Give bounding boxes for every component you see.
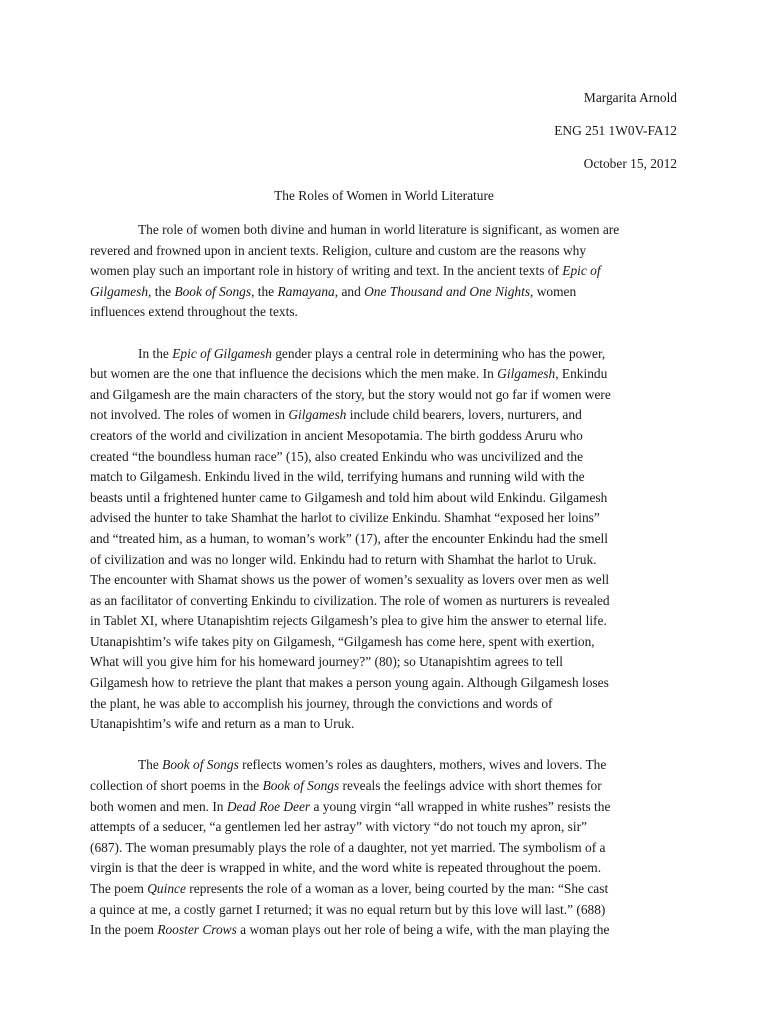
text-line: match to Gilgamesh. Enkindu lived in the wild, terrifying humans and running wild with the xyxy=(90,469,585,485)
author-name: Margarita Arnold xyxy=(583,90,677,105)
text-line: and Gilgamesh are the main characters of the story, but the story would not go far if women were xyxy=(90,386,611,402)
text-line: and “treated him, as a human, to woman’s work” (17), after the encounter Enkindu had the smell xyxy=(90,530,608,546)
text-line: In the Epic of Gilgamesh gender plays a central role in determining who has the power, xyxy=(138,345,606,361)
paragraph-2 xyxy=(90,344,678,735)
text-line: The role of women both divine and human in world literature is significant, as women are xyxy=(138,222,620,237)
text-line: Utanapishtim’s wife and return as a man to Uruk. xyxy=(90,716,355,732)
text-line: as an facilitator of converting Enkindu to civilization. The role of women as nurturers is revealed xyxy=(90,592,610,608)
text-line: The poem Quince represents the role of a woman as a lover, being courted by the man: “She cast xyxy=(90,881,609,896)
text-line: The Book of Songs reflects women’s roles as daughters, mothers, wives and lovers. The xyxy=(138,757,607,773)
text-line: women play such an important role in history of writing and text. In the ancient texts of Epic of xyxy=(90,263,601,279)
text-line: but women are the one that influence the decisions which the men make. In Gilgamesh, Enkindu xyxy=(90,366,608,382)
text-line: both women and men. In Dead Roe Deer a young virgin “all wrapped in white rushes” resists the xyxy=(90,798,611,814)
text-line: not involved. The roles of women in Gilgamesh include child bearers, lovers, nurturers, and xyxy=(90,407,582,423)
text-line: created “the boundless human race” (15), also created Enkindu who was uncivilized and the xyxy=(90,448,584,464)
text-line: a quince at me, a costly garnet I returned; it was no equal return but by this love will last.” (688) xyxy=(90,901,606,917)
paragraph-3 xyxy=(90,755,678,940)
text-line: the plant, he was able to accomplish his journey, through the convictions and words of xyxy=(90,695,553,711)
text-line: collection of short poems in the Book of Songs reveals the feelings advice with short themes for xyxy=(90,778,602,794)
course-code: ENG 251 1W0V-FA12 xyxy=(554,123,677,138)
text-line: revered and frowned upon in ancient texts. Religion, culture and custom are the reasons why xyxy=(90,242,587,258)
text-line: of civilization and was no longer wild. Enkindu had to return with Shamhat the harlot to Uruk. xyxy=(90,551,597,567)
text-line: attempts of a seducer, “a gentlemen led her astray” with victory “do not touch my apron, sir” xyxy=(90,819,587,835)
text-line: (687). The woman presumably plays the role of a daughter, not yet married. The symbolism of a xyxy=(90,839,606,855)
document-body xyxy=(90,220,678,961)
text-line: advised the hunter to take Shamhat the harlot to civilize Enkindu. Shamhat “exposed her loins” xyxy=(90,510,600,526)
document-title: The Roles of Women in World Literature xyxy=(274,188,494,203)
text-line: Gilgamesh how to retrieve the plant that makes a person young again. Although Gilgamesh loses xyxy=(90,675,609,691)
document-date: October 15, 2012 xyxy=(583,156,677,171)
text-line: creators of the world and civilization in ancient Mesopotamia. The birth goddess Aruru who xyxy=(90,427,583,443)
text-line: virgin is that the deer is wrapped in white, and the word white is repeated throughout the poem. xyxy=(90,860,602,876)
text-line: In the poem Rooster Crows a woman plays out her role of being a wife, with the man playing the xyxy=(90,922,610,938)
paragraph-1 xyxy=(90,220,678,323)
text-line: The encounter with Shamat shows us the power of women’s sexuality as lovers over men as well xyxy=(90,572,610,588)
text-line: beasts until a frightened hunter came to Gilgamesh and told him about wild Enkindu. Gilgamesh xyxy=(90,489,608,505)
text-line: Gilgamesh, the Book of Songs, the Ramayana, and One Thousand and One Nights, women xyxy=(90,283,577,299)
document-header xyxy=(554,88,677,187)
text-line: Utanapishtim’s wife takes pity on Gilgamesh, “Gilgamesh has come here, spent with exertion, xyxy=(90,633,595,649)
text-line: in Tablet XI, where Utanapishtim rejects Gilgamesh’s plea to give him the answer to eternal life. xyxy=(90,613,607,629)
text-line: influences extend throughout the texts. xyxy=(90,304,298,320)
text-line: What will you give him for his homeward journey?” (80); so Utanapishtim agrees to tell xyxy=(90,654,564,670)
